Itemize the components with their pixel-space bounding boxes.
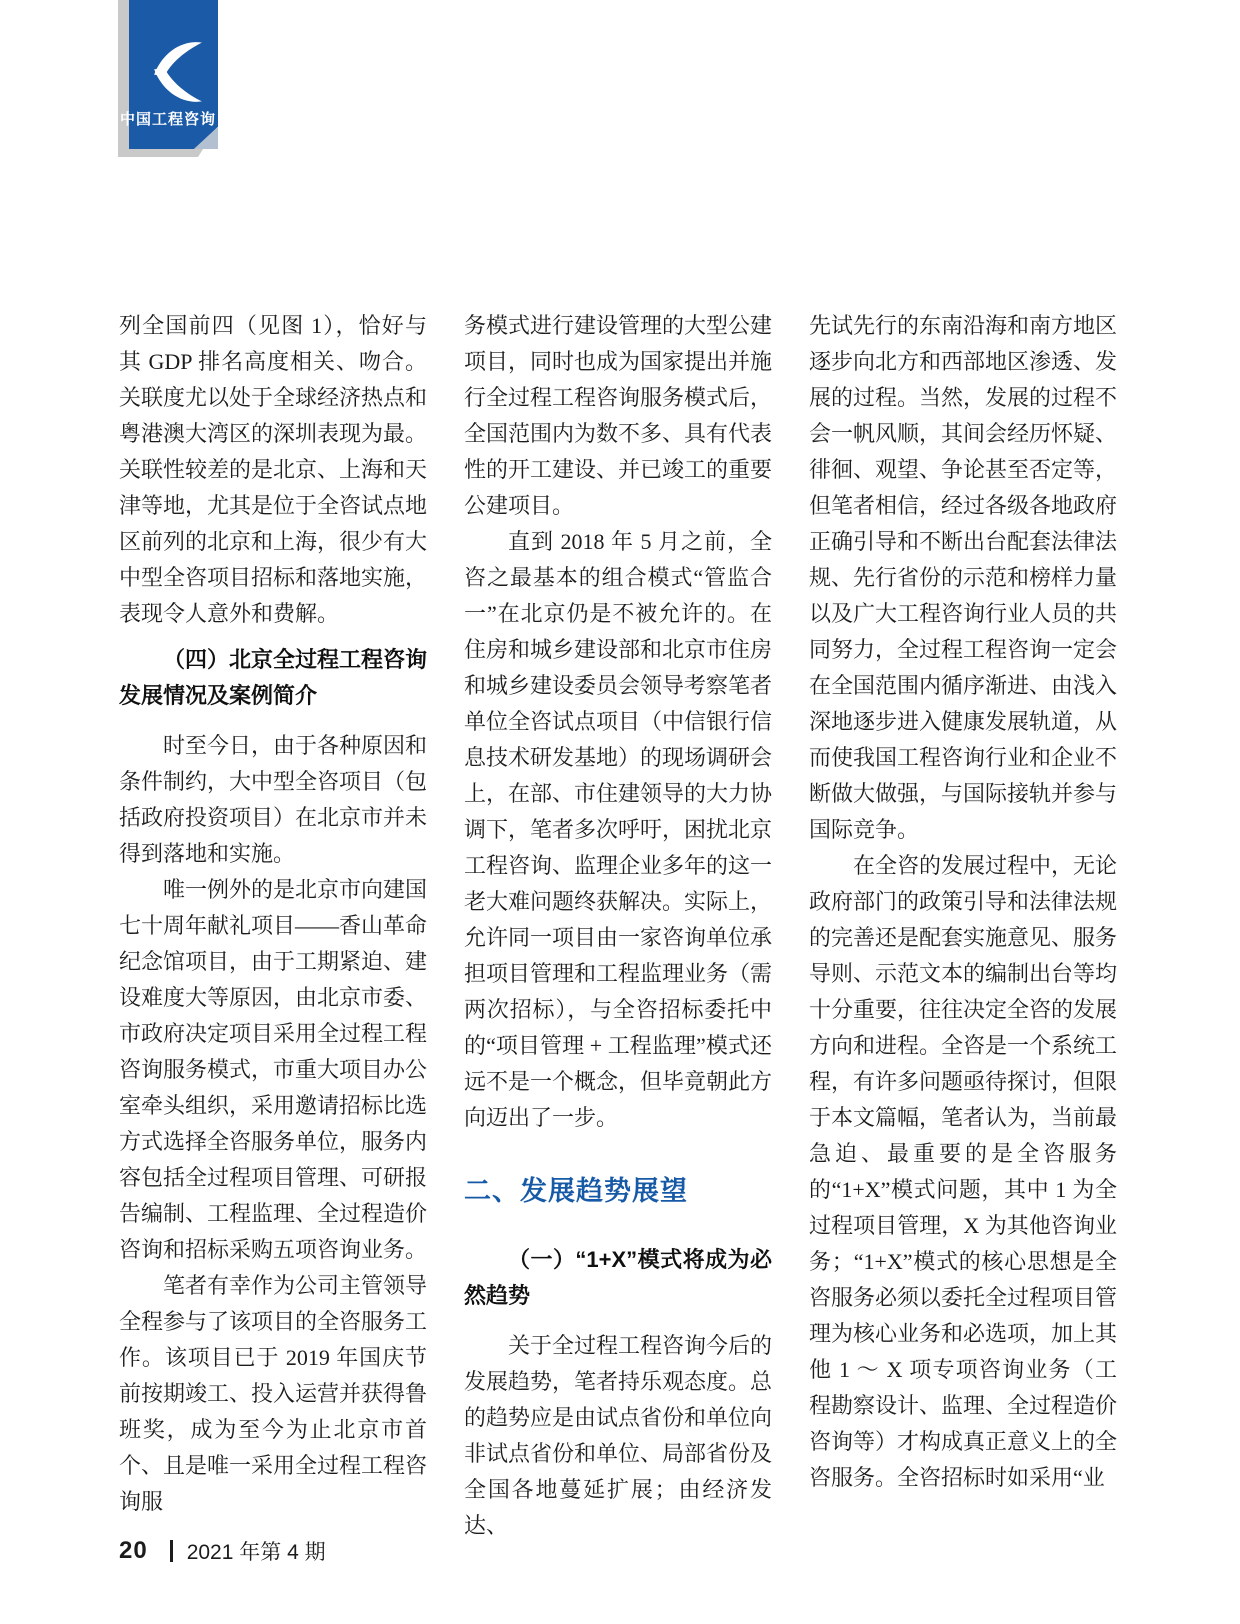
paragraph: 直到 2018 年 5 月之前，全咨之最基本的组合模式“管监合一”在北京仍是不被允许的。在住房和城乡建设部和北京市住房和城乡建设委员会领导考察笔者单位全咨试点项目（中信银行信息技术研发基地）的现场调研会上，在部、市住建领导的大力协调下，笔者多次呼吁，困扰北京工程咨询、监理企业多年的这一老大难问题终获解决。实际上，允许同一项目由一家咨询单位承担项目管理和工程监理业务（需两次招标），与全咨招标委托中的“项目管理 + 工程监理”模式还远不是一个概念，但毕竟朝此方向迈出了一步。 — [464, 529, 773, 1130]
paragraph: 务模式进行建设管理的大型公建项目，同时也成为国家提出并施行全过程工程咨询服务模式后，全国范围内为数不多、具有代表性的开工建设、并已竣工的重要公建项目。 — [464, 313, 773, 518]
paragraph: 先试先行的东南沿海和南方地区逐步向北方和西部地区渗透、发展的过程。当然，发展的过程不会一帆风顺，其间会经历怀疑、徘徊、观望、争论甚至否定等，但笔者相信，经过各级各地政府正确引导和不断出台配套法律法规、先行省份的示范和榜样力量以及广大工程咨询行业人员的共同努力，全过程工程咨询一定会在全国范围内循序渐进、由浅入深地逐步进入健康发展轨道，从而使我国工程咨询行业和企业不断做大做强，与国际接轨并参与国际竞争。 — [809, 313, 1118, 842]
footer-divider — [170, 1540, 173, 1562]
paragraph: 笔者有幸作为公司主管领导全程参与了该项目的全咨服务工作。该项目已于 2019 年国庆节前按期竣工、投入运营并获得鲁班奖，成为至今为止北京市首个、且是唯一采用全过程工程咨询服 — [119, 1273, 428, 1514]
page-footer — [119, 1536, 326, 1566]
paragraph: 唯一例外的是北京市向建国七十周年献礼项目——香山革命纪念馆项目，由于工期紧迫、建设难度大等原因，由北京市委、市政府决定项目采用全过程工程咨询服务模式，市重大项目办公室牵头组织，采用邀请招标比选方式选择全咨服务单位，服务内容包括全过程项目管理、可研报告编制、工程监理、全过程造价咨询和招标采购五项咨询业务。 — [119, 877, 428, 1262]
subsection-heading-4: （四）北京全过程工程咨询发展情况及案例简介 — [119, 647, 428, 708]
paragraph: 关于全过程工程咨询今后的发展趋势，笔者持乐观态度。总的趋势应是由试点省份和单位向非试点省份和单位、局部省份及全国各地蔓延扩展；由经济发达、 — [464, 1333, 773, 1538]
section-heading-2: 二、发展趋势展望 — [464, 1176, 688, 1206]
column-2 — [464, 308, 772, 1544]
double-swoosh-icon — [150, 38, 206, 106]
issue-label: 2021 年第 4 期 — [186, 1541, 326, 1564]
paragraph: 时至今日，由于各种原因和条件制约，大中型全咨项目（包括政府投资项目）在北京市并未得到落地和实施。 — [119, 733, 428, 866]
logo-title: 中国工程咨询 — [119, 111, 216, 128]
column-3 — [809, 308, 1117, 1544]
paragraph: 在全咨的发展过程中，无论政府部门的政策引导和法律法规的完善还是配套实施意见、服务导则、示范文本的编制出台等均十分重要，往往决定全咨的发展方向和进程。全咨是一个系统工程，有许多问题亟待探讨，但限于本文篇幅，笔者认为，当前最急迫、最重要的是全咨服务的“1+X”模式问题，其中 1 为全过程项目管理，X 为其他咨询业务；“1+X”模式的核心思想是全咨服务必须以委托全过程项目管理为核心业务和必选项，加上其他 1 ～ X 项专项咨询业务（工程勘察设计、监理、全过程造价咨询等）才构成真正意义上的全咨服务。全咨招标时如采用“业 — [809, 853, 1118, 1490]
paragraph: 列全国前四（见图 1），恰好与其 GDP 排名高度相关、吻合。关联度尤以处于全球经济热点和粤港澳大湾区的深圳表现为最。关联性较差的是北京、上海和天津等地，尤其是位于全咨试点地区前列的北京和上海，很少有大中型全咨项目招标和落地实施，表现令人意外和费解。 — [119, 313, 428, 626]
subsection-heading-1: （一）“1+X”模式将成为必然趋势 — [464, 1247, 772, 1308]
page-number: 20 — [119, 1537, 148, 1564]
column-1 — [119, 308, 427, 1544]
journal-logo — [118, 0, 218, 158]
article-body — [119, 308, 1117, 1544]
